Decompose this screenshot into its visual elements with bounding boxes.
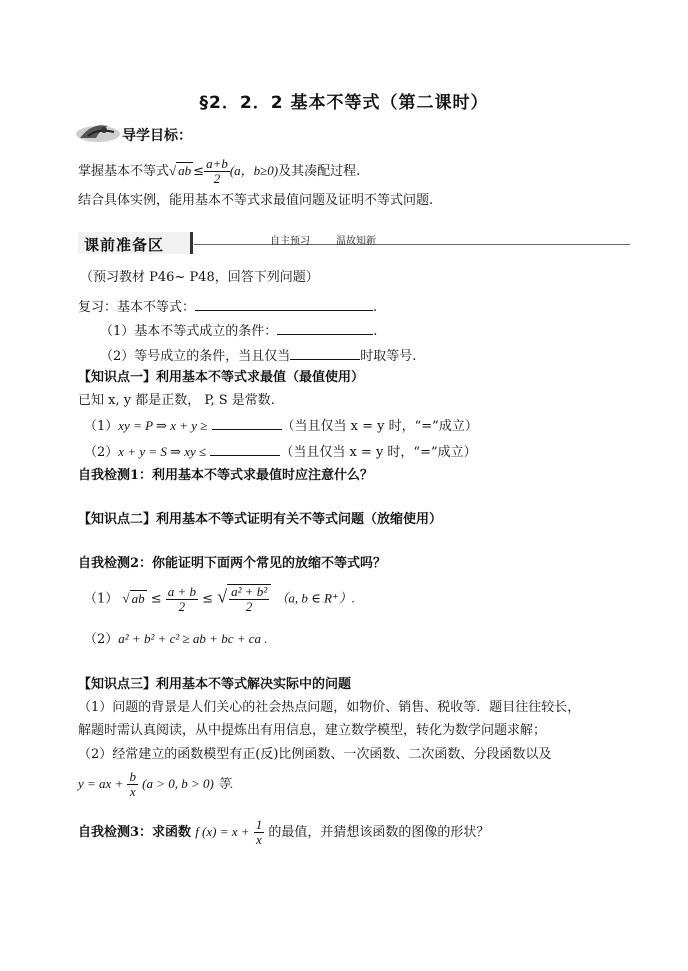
k3-p1: （1）问题的背景是人们关心的社会热点问题，如物价、销售、税收等．题目往往较长， [78,700,581,715]
k2-item-2: （2）a² + b² + c² ≥ ab + bc + ca . [84,631,268,647]
condition-1-blank[interactable] [277,322,373,335]
section-title: 课前准备区 [84,236,165,254]
k2-fraction-2: $\frac{\text{a² + b²}}{2}$ [227,584,271,614]
k1-item-1: （1）xy = P ⇒ x + y ≥ （当且仅当 x = y 时，“=”成立） [84,418,478,434]
condition-1-line: （1）基本不等式成立的条件： . [100,324,378,339]
section-rule [194,244,630,245]
goal1-le: ≤ [193,164,205,179]
k3-p3: y = ax + $\frac{b}{x}$ (a > 0, b > 0) 等. [78,769,234,799]
k2-check: 自我检测2：你能证明下面两个常见的放缩不等式吗？ [78,556,387,571]
k3-p1b: 解题时需认真阅读，从中提炼出有用信息，建立数学模型，转化为数学问题求解； [78,723,547,738]
goal1-cond: (a，b≥0) [229,163,279,178]
k2-fraction-1: $\frac{a + b}{2}$ [167,583,197,614]
section-sub-1: 自主预习 [270,236,310,247]
guide-heading: 导学目标： [122,128,192,144]
k2-heading: 【知识点二】利用基本不等式证明有关不等式问题（放缩使用） [78,512,443,527]
k1-item-2-blank[interactable] [210,443,280,456]
page-title: §2．2．2 基本不等式（第二课时） [199,93,489,113]
k3-check: 自我检测3：求函数 f (x) = x + $\frac{1}{x}$ 的最值，并猜想该函数的图像的形状？ [78,817,490,847]
k2-item-1: （1） √ ab ≤ $\frac{a + b}{2}$ ≤ √ $\frac{\text{a² + b²}}{2}$ （a, b ∈ R⁺）. [84,583,356,614]
section-banner [78,232,193,254]
goal1-sqrt: ab [178,163,192,178]
k1-check: 自我检测1：利用基本不等式求最值时应注意什么？ [78,468,374,483]
guide-goal-1: 掌握基本不等式√ ab ≤ $\frac{a+b}{2}$ (a，b≥0)及其凑配过程. [78,156,361,186]
guide-logo-icon [74,118,122,144]
goal1-post: 及其凑配过程. [278,164,361,179]
section-sub-2: 温故知新 [336,236,376,247]
review-blank[interactable] [195,298,373,311]
k1-heading: 【知识点一】利用基本不等式求最值（最值使用） [78,370,365,385]
review-line: 复习：基本不等式： . [78,300,378,315]
condition-2-line: （2）等号成立的条件，当且仅当 时取等号. [100,349,417,364]
k3-p2: （2）经常建立的函数模型有正(反)比例函数、一次函数、二次函数、分段函数以及 [78,747,552,762]
condition-2-blank[interactable] [290,347,360,360]
goal1-pre: 掌握基本不等式 [78,164,170,179]
preview-instruction: （预习教材 P46~ P48，回答下列问题） [80,270,319,285]
k1-item-2: （2）x + y = S ⇒ xy ≤ （当且仅当 x = y 时，“=”成立） [84,444,477,460]
goal1-fraction: $\frac{a+b}{2}$ [206,156,228,186]
guide-goal-2: 结合具体实例，能用基本不等式求最值问题及证明不等式问题. [78,193,434,208]
k1-given: 已知 x, y 都是正数， P, S 是常数. [78,393,275,408]
k1-item-1-blank[interactable] [212,417,282,430]
k3-heading: 【知识点三】利用基本不等式解决实际中的问题 [78,677,352,692]
